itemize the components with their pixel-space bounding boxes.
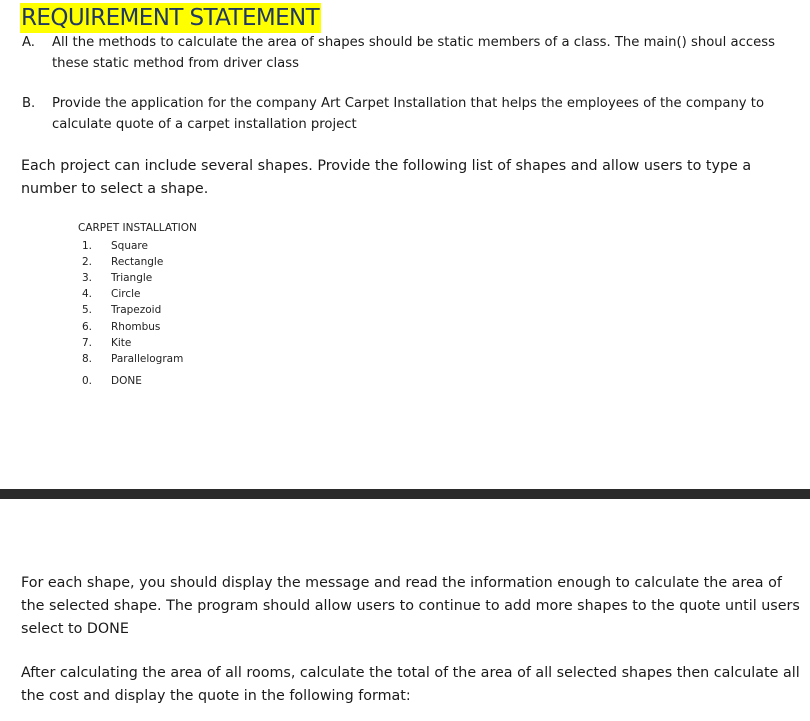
menu-item-number: 8.	[82, 353, 93, 365]
each-shape-paragraph: For each shape, you should display the message and read the information enough to calculate the area of the selected shape. The program should allow users to continue to add more shapes to the quote until users select to DONE	[21, 575, 800, 637]
requirement-a	[22, 32, 802, 74]
menu-item-number: 0.	[82, 375, 93, 387]
menu-item-number: 1.	[82, 240, 93, 252]
menu-item-number: 3.	[82, 272, 93, 284]
menu-item-label: Triangle	[111, 272, 153, 284]
requirement-b	[22, 93, 802, 135]
intro-paragraph: Each project can include several shapes. Provide the following list of shapes and allow users to type a number to select a shape.	[21, 158, 752, 197]
menu-item-label: Parallelogram	[111, 353, 184, 365]
menu-item-number: 6.	[82, 321, 93, 333]
menu-item-label: DONE	[111, 375, 142, 387]
menu-item-label: Rhombus	[111, 321, 161, 333]
menu-item-label: Circle	[111, 288, 141, 300]
requirement-text: Provide the application for the company Art Carpet Installation that helps the employees of the company to calculate quote of a carpet installation project	[52, 96, 765, 132]
requirement-marker: B.	[22, 96, 36, 111]
menu-item-number: 4.	[82, 288, 93, 300]
menu-item-label: Square	[111, 240, 148, 252]
after-paragraph: After calculating the area of all rooms, calculate the total of the area of all selected shapes then calculate all the cost and display the quote in the following format:	[21, 665, 800, 704]
menu-item-number: 5.	[82, 304, 93, 316]
menu-item-number: 2.	[82, 256, 93, 268]
menu-item-label: Trapezoid	[111, 304, 162, 316]
menu-item-label: Kite	[111, 337, 132, 349]
page-divider	[0, 489, 810, 499]
menu-item-number: 7.	[82, 337, 93, 349]
menu-title: CARPET INSTALLATION	[78, 222, 197, 234]
page-title: REQUIREMENT STATEMENT	[21, 5, 320, 31]
requirement-marker: A.	[22, 35, 35, 50]
menu-item-label: Rectangle	[111, 256, 164, 268]
requirement-text: All the methods to calculate the area of shapes should be static members of a class. The main() shoul access these static method from driver class	[52, 35, 775, 71]
